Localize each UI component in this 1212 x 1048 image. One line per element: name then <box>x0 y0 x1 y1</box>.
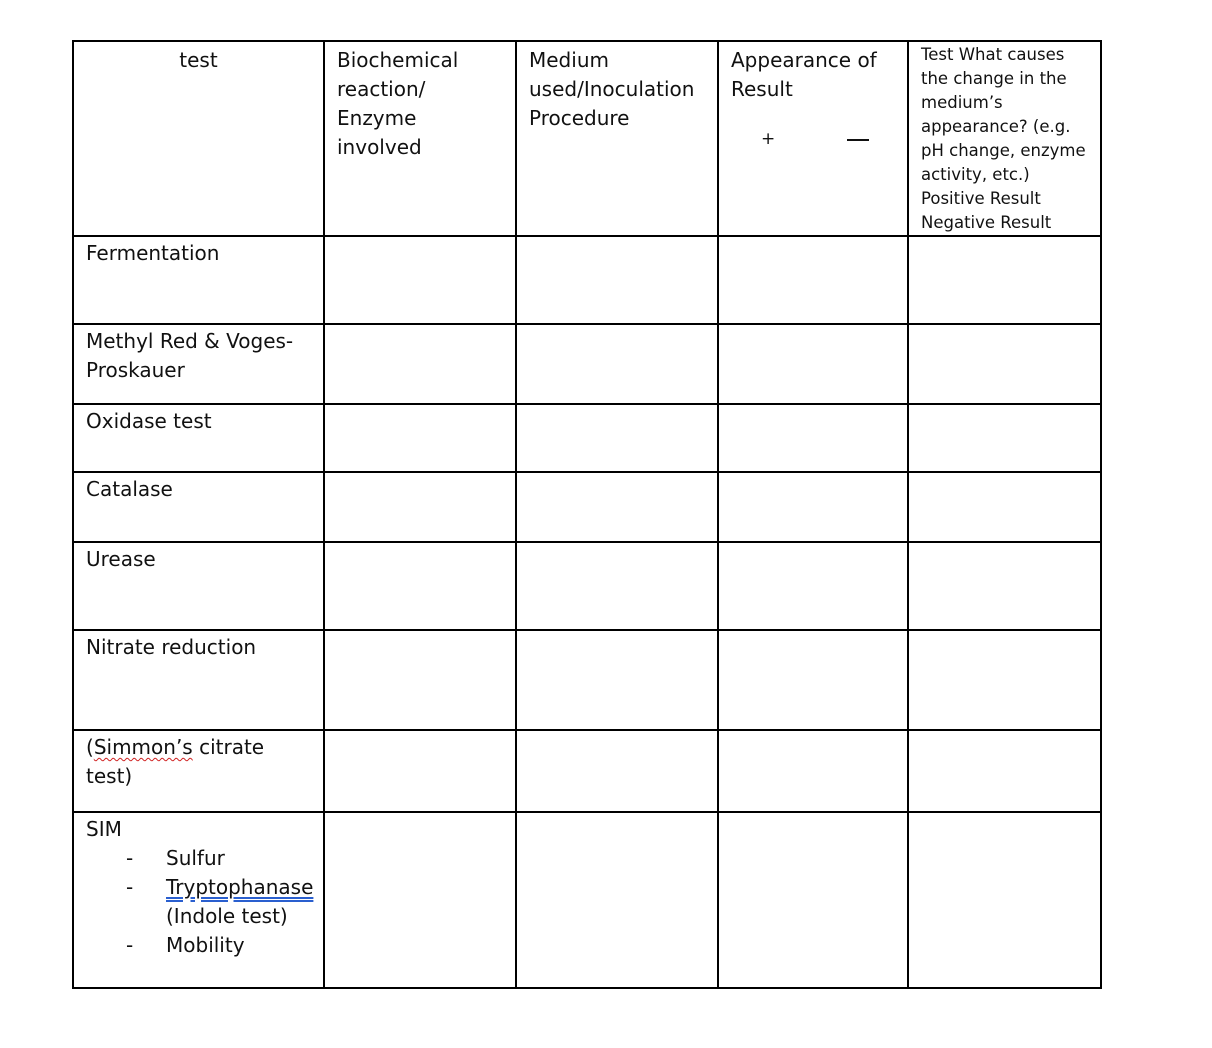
table-row <box>73 812 1101 988</box>
table-row <box>73 630 1101 730</box>
list-item-text: Sulfur <box>166 846 225 870</box>
empty-cell <box>908 630 1101 730</box>
empty-cell <box>324 542 516 630</box>
row-label-line: Catalase <box>86 477 173 501</box>
header-biochemical-line: reaction/ <box>337 77 426 101</box>
empty-cell <box>908 472 1101 542</box>
row-label-line: Proskauer <box>86 358 185 382</box>
header-cause-line: Positive Result <box>921 189 1041 208</box>
empty-cell <box>324 730 516 812</box>
header-appearance-line: Appearance of <box>731 48 877 72</box>
empty-cell <box>516 630 718 730</box>
minus-sign <box>847 128 869 141</box>
empty-cell <box>516 472 718 542</box>
header-biochemical-line: Biochemical <box>337 48 459 72</box>
header-cause-line: medium’s <box>921 93 1003 112</box>
row-label-simmons-citrate <box>73 730 324 812</box>
header-row <box>73 41 1101 236</box>
row-label-line: Oxidase test <box>86 409 212 433</box>
empty-cell <box>516 324 718 404</box>
empty-cell <box>718 730 908 812</box>
empty-cell <box>718 324 908 404</box>
empty-cell <box>718 404 908 472</box>
empty-cell <box>324 324 516 404</box>
plus-sign: + <box>761 129 776 149</box>
list-item-continuation: (Indole test) <box>166 904 288 928</box>
table-row <box>73 404 1101 472</box>
header-cause-line: the change in the <box>921 69 1067 88</box>
row-label-fermentation <box>73 236 324 324</box>
empty-cell <box>324 472 516 542</box>
row-label-oxidase <box>73 404 324 472</box>
table-row <box>73 730 1101 812</box>
empty-cell <box>516 812 718 988</box>
empty-cell <box>908 542 1101 630</box>
table-row <box>73 236 1101 324</box>
header-cause-line: pH change, enzyme <box>921 141 1086 160</box>
header-medium <box>516 41 718 236</box>
table-row <box>73 542 1101 630</box>
empty-cell <box>908 404 1101 472</box>
header-cause-line: activity, etc.) <box>921 165 1030 184</box>
row-label-catalase <box>73 472 324 542</box>
empty-cell <box>516 730 718 812</box>
empty-cell <box>324 236 516 324</box>
empty-cell <box>324 812 516 988</box>
header-medium-line: used/Inoculation <box>529 77 695 101</box>
spellcheck-flagged-word: Simmon’s <box>93 735 193 759</box>
row-label-methyl-red <box>73 324 324 404</box>
row-label-nitrate <box>73 630 324 730</box>
row-label-line: Fermentation <box>86 241 220 265</box>
sim-sub-list <box>86 844 315 960</box>
empty-cell <box>908 324 1101 404</box>
simmons-open-paren: ( <box>86 735 94 759</box>
empty-cell <box>718 472 908 542</box>
empty-cell <box>908 236 1101 324</box>
list-dash: - <box>126 875 134 899</box>
list-dash: - <box>126 933 134 957</box>
header-biochemical <box>324 41 516 236</box>
biochemical-tests-table <box>72 40 1102 989</box>
row-label-line: Methyl Red & Voges- <box>86 329 294 353</box>
table-row <box>73 472 1101 542</box>
header-appearance-line: Result <box>731 77 793 101</box>
header-medium-line: Medium <box>529 48 609 72</box>
empty-cell <box>718 812 908 988</box>
header-cause-line: appearance? (e.g. <box>921 117 1071 136</box>
empty-cell <box>908 812 1101 988</box>
header-cause-line: Test What causes <box>921 45 1065 64</box>
row-label-sim <box>73 812 324 988</box>
empty-cell <box>516 404 718 472</box>
empty-cell <box>908 730 1101 812</box>
list-item <box>86 873 315 902</box>
list-item <box>86 844 315 873</box>
table-row <box>73 324 1101 404</box>
empty-cell <box>718 236 908 324</box>
empty-cell <box>516 236 718 324</box>
empty-cell <box>324 630 516 730</box>
header-cause <box>908 41 1101 236</box>
header-appearance <box>718 41 908 236</box>
list-dash: - <box>126 846 134 870</box>
row-label-line: Urease <box>86 547 156 571</box>
header-cause-line: Negative Result <box>921 213 1052 232</box>
empty-cell <box>718 542 908 630</box>
list-item-text: Mobility <box>166 933 245 957</box>
row-label-urease <box>73 542 324 630</box>
empty-cell <box>718 630 908 730</box>
header-biochemical-line: Enzyme involved <box>337 106 422 159</box>
header-medium-line: Procedure <box>529 106 630 130</box>
empty-cell <box>324 404 516 472</box>
header-test-label: test <box>179 48 218 72</box>
grammar-flagged-word: Tryptophanase <box>166 875 314 899</box>
row-label-line <box>86 733 315 791</box>
row-label-line: Nitrate reduction <box>86 635 257 659</box>
header-test <box>73 41 324 236</box>
list-item <box>86 931 315 960</box>
result-sign-row <box>731 122 899 150</box>
simmons-rest-text: citrate test) <box>86 735 265 788</box>
empty-cell <box>516 542 718 630</box>
sim-title: SIM <box>86 817 122 841</box>
